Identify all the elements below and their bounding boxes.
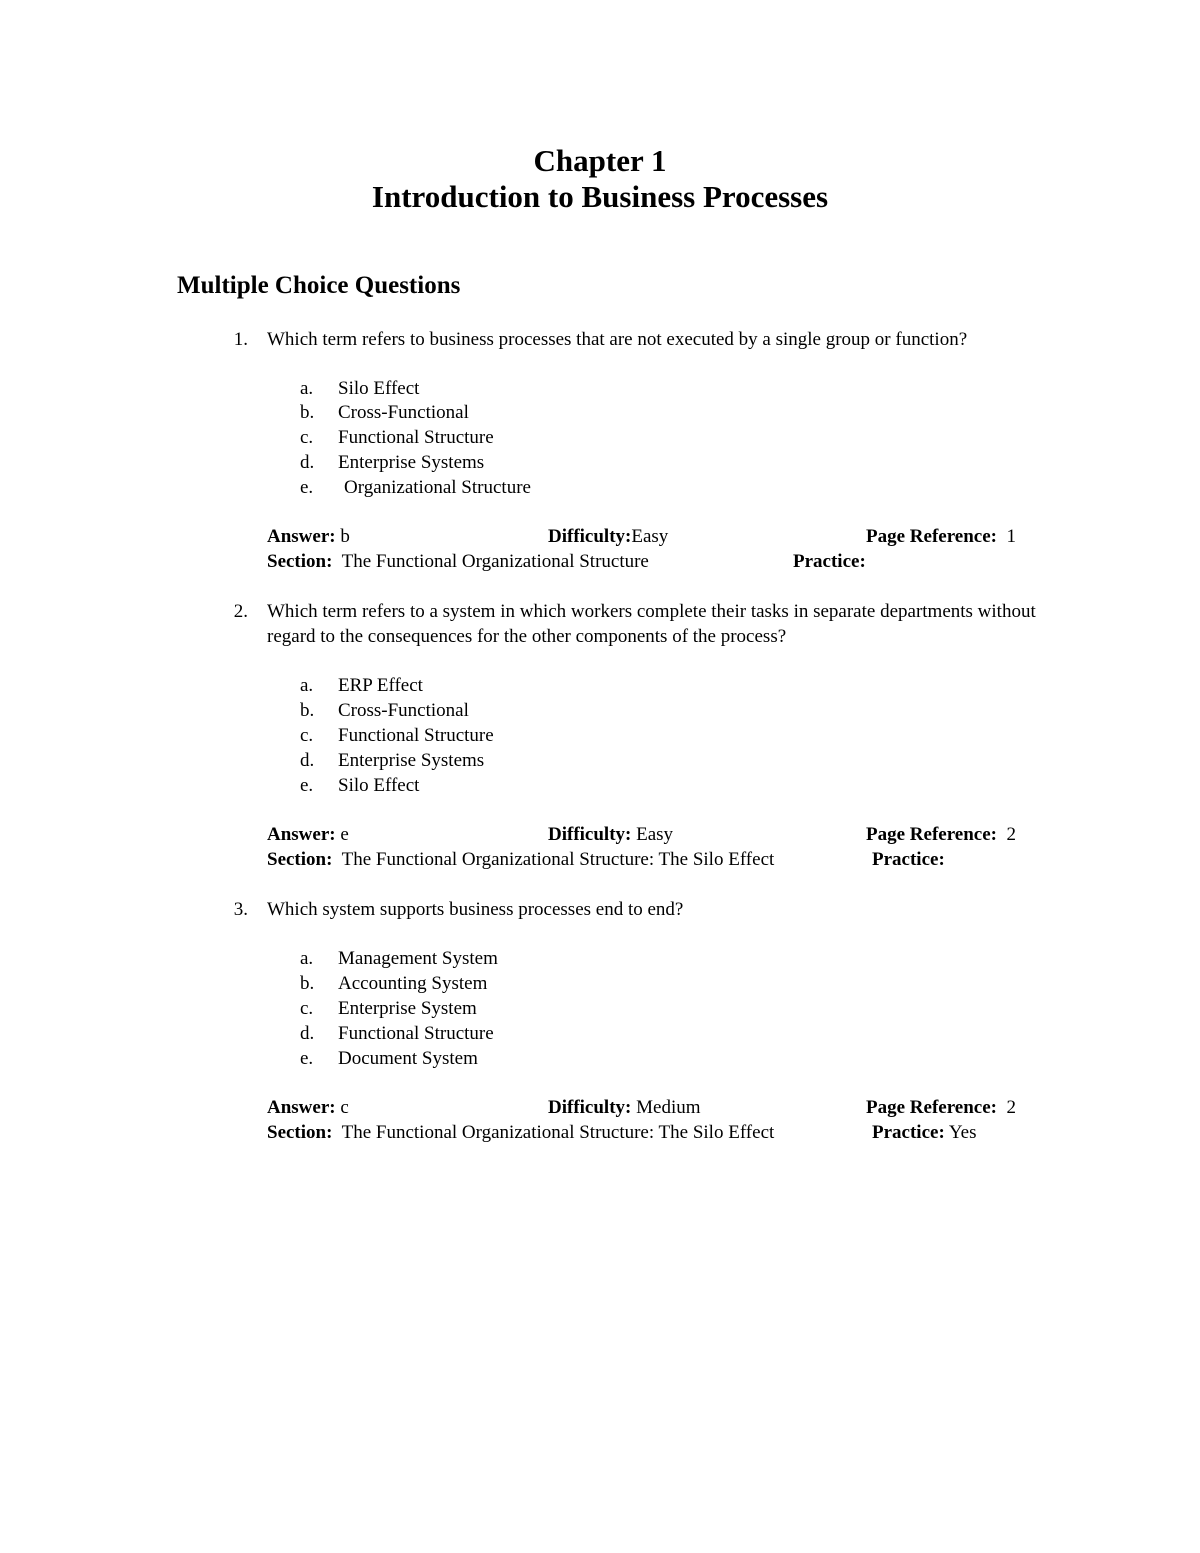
answer-value: e bbox=[340, 824, 349, 845]
option-letter: b. bbox=[300, 700, 315, 721]
answer-field bbox=[267, 1095, 349, 1120]
option-text: ERP Effect bbox=[338, 675, 423, 696]
option-text: Silo Effect bbox=[338, 378, 420, 399]
section-label: Section: bbox=[267, 849, 333, 870]
option-letter: d. bbox=[300, 750, 315, 771]
question-text: Which system supports business processes end to end? bbox=[267, 899, 684, 920]
question-text: Which term refers to a system in which workers complete their tasks in separate departments without regard to the consequences for the other components of the process? bbox=[267, 601, 1036, 647]
section-value: The Functional Organizational Structure bbox=[341, 551, 649, 572]
option-text: Enterprise Systems bbox=[338, 452, 485, 473]
difficulty-label: Difficulty: bbox=[548, 824, 632, 845]
option-text: Silo Effect bbox=[338, 775, 420, 796]
practice-label: Practice: bbox=[872, 1122, 945, 1143]
option-letter: c. bbox=[300, 427, 314, 448]
question-number: 3. bbox=[233, 899, 248, 920]
practice-field bbox=[872, 1120, 976, 1145]
option-text: Organizational Structure bbox=[344, 477, 531, 498]
practice-field bbox=[872, 847, 945, 872]
section-label: Section: bbox=[267, 551, 333, 572]
page-reference-label: Page Reference: bbox=[866, 526, 997, 547]
option-letter: e. bbox=[300, 477, 314, 498]
option-text: Cross-Functional bbox=[338, 402, 469, 423]
answer-label: Answer: bbox=[267, 1097, 336, 1118]
option-letter: a. bbox=[300, 378, 314, 399]
answer-label: Answer: bbox=[267, 824, 336, 845]
difficulty-label: Difficulty: bbox=[548, 1097, 632, 1118]
answer-field bbox=[267, 524, 350, 549]
section-value: The Functional Organizational Structure: The Silo Effect bbox=[341, 1122, 775, 1143]
practice-label: Practice: bbox=[872, 849, 945, 870]
practice-value: Yes bbox=[948, 1122, 977, 1143]
page-reference-value: 2 bbox=[1006, 1097, 1016, 1118]
option-letter: c. bbox=[300, 725, 314, 746]
difficulty-field bbox=[548, 524, 668, 549]
question-number: 1. bbox=[233, 329, 248, 350]
option-letter: b. bbox=[300, 973, 315, 994]
option-text: Functional Structure bbox=[338, 427, 494, 448]
difficulty-field bbox=[548, 822, 673, 847]
option-text: Accounting System bbox=[338, 973, 488, 994]
option-text: Functional Structure bbox=[338, 1023, 494, 1044]
chapter-title: Introduction to Business Processes bbox=[371, 179, 829, 214]
answer-value: c bbox=[340, 1097, 349, 1118]
option-letter: d. bbox=[300, 1023, 315, 1044]
option-text: Management System bbox=[338, 948, 498, 969]
practice-label: Practice: bbox=[793, 551, 866, 572]
option-text: Document System bbox=[338, 1048, 478, 1069]
section-field bbox=[267, 1120, 774, 1145]
section-field bbox=[267, 847, 774, 872]
page-reference-field bbox=[866, 1095, 1016, 1120]
option-letter: a. bbox=[300, 675, 314, 696]
page-reference-label: Page Reference: bbox=[866, 824, 997, 845]
page-reference-field bbox=[866, 822, 1016, 847]
page-reference-label: Page Reference: bbox=[866, 1097, 997, 1118]
section-value: The Functional Organizational Structure: The Silo Effect bbox=[341, 849, 775, 870]
option-text: Cross-Functional bbox=[338, 700, 469, 721]
option-letter: c. bbox=[300, 998, 314, 1019]
section-label: Section: bbox=[267, 1122, 333, 1143]
answer-label: Answer: bbox=[267, 526, 336, 547]
answer-field bbox=[267, 822, 349, 847]
question-text: Which term refers to business processes that are not executed by a single group or function? bbox=[267, 329, 968, 350]
answer-value: b bbox=[340, 526, 350, 547]
option-letter: e. bbox=[300, 1048, 314, 1069]
difficulty-field bbox=[548, 1095, 701, 1120]
section-field bbox=[267, 549, 649, 574]
chapter-number: Chapter 1 bbox=[533, 143, 667, 178]
option-letter: e. bbox=[300, 775, 314, 796]
page-reference-field bbox=[866, 524, 1016, 549]
option-text: Functional Structure bbox=[338, 725, 494, 746]
page-reference-value: 1 bbox=[1006, 526, 1016, 547]
option-text: Enterprise System bbox=[338, 998, 477, 1019]
option-letter: d. bbox=[300, 452, 315, 473]
option-letter: b. bbox=[300, 402, 315, 423]
question-number: 2. bbox=[233, 601, 248, 622]
difficulty-value: Easy bbox=[636, 824, 674, 845]
page-reference-value: 2 bbox=[1006, 824, 1016, 845]
option-letter: a. bbox=[300, 948, 314, 969]
difficulty-label: Difficulty: bbox=[548, 526, 632, 547]
option-text: Enterprise Systems bbox=[338, 750, 485, 771]
difficulty-value: Easy bbox=[631, 526, 669, 547]
practice-field bbox=[793, 549, 866, 574]
difficulty-value: Medium bbox=[636, 1097, 701, 1118]
section-heading: Multiple Choice Questions bbox=[177, 272, 461, 299]
